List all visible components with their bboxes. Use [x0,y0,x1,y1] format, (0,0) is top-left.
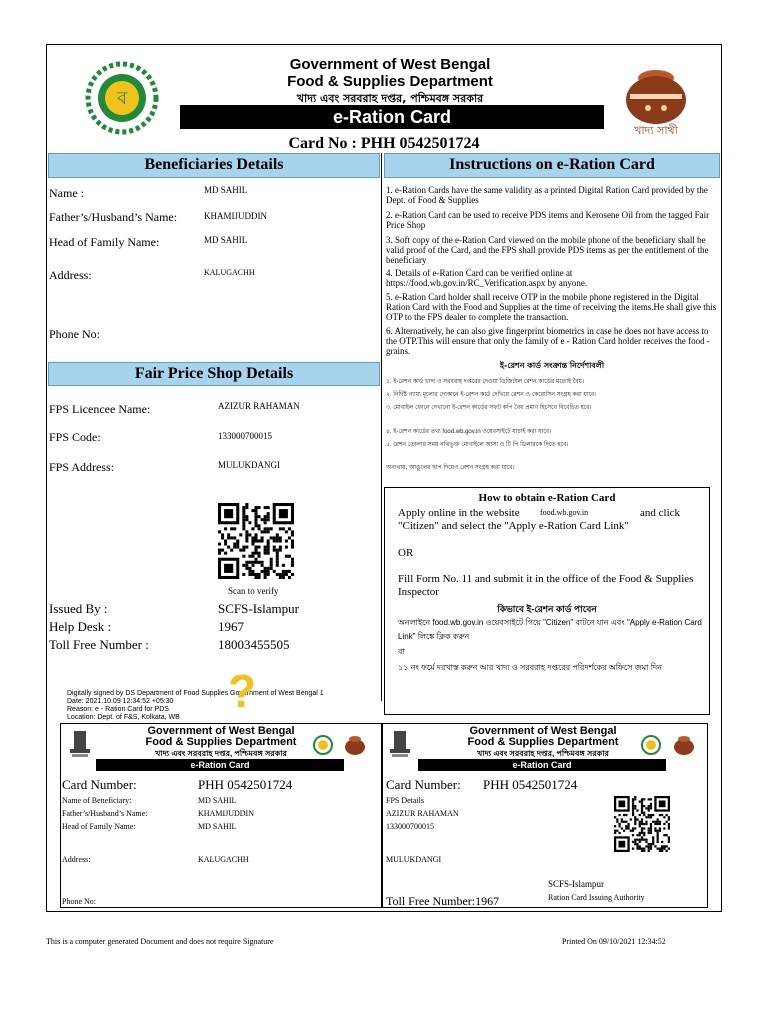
fps-licencee-value: AZIZUR RAHAMAN [218,401,300,411]
mini-authority-label: Ration Card Issuing Authority [548,893,645,902]
mini-father-value: KHAMIJUDDIN [198,809,254,818]
mini-banner-left: e-Ration Card [96,759,344,771]
how-to-text3: Fill Form No. 11 and submit it in the office of the Food & Supplies Inspector [398,573,694,598]
mini-gov-title-left: Government of West Bengal [147,725,295,737]
how-to-text1: Apply online in the website [398,507,520,519]
toll-free-label: Toll Free Number : [49,637,149,652]
signature-unverified-icon: ? [228,665,257,717]
biswa-bangla-emblem-icon [80,56,164,140]
how-to-text2: and click "Citizen" and select the "Apply e-Ration Card Link" [398,507,681,532]
instruction-item: 5. e-Ration Card holder shall receive OTP in the mobile phone registered in the Digital Ration Card with the Food and Supplies at the time of receiving the items.He shall give this OTP to the FPS dealer to complete the transaction. [386,292,717,322]
mini-dept-title-right: Food & Supplies Department [467,736,619,748]
center-divider [381,153,382,701]
how-to-or: OR [398,547,414,559]
footer-printed-on: Printed On 09/10/2021 12:34:52 [562,937,666,946]
mini-fps-name: AZIZUR RAHAMAN [386,809,459,818]
bengali-instruction-line: ৫. রেশন তোলার সময় নথিভুক্ত মোবাইলে আসা ও টি পি ডিলারকে দিতে হবে। [386,442,569,448]
fps-code-value: 133000700015 [218,431,272,441]
issued-by-label: Issued By : [49,601,108,616]
how-to-title: How to obtain e-Ration Card [478,492,616,504]
mini-biswa-bangla-icon-left [312,734,334,756]
fps-address-value: MULUKDANGI [218,460,280,470]
bengali-instruction-line: ৪. ই-রেশন কার্ডের তথ্য food.wb.gov.in ওয়েবসাইটে যাচাই করা যাবে। [386,429,552,435]
beneficiaries-heading: Beneficiaries Details [48,153,380,178]
instruction-item: 3. Soft copy of the e-Ration Card viewed on the mobile phone of the beneficiary shall be valid proof of the Card, and the FPS shall provide PDS items as per the entitlement of the beneficiary [386,235,709,265]
mini-card-number-value: PHH 0542501724 [198,777,293,792]
mini-toll-free: Toll Free Number:1967 [386,894,500,908]
signature-line: Digitally signed by DS Department of Food Supplies Government of West Bengal 1 [67,690,324,697]
mini-father-label: Father’s/Husband’s Name: [62,809,148,818]
signature-line: Reason: e - Ration Card for PDS [67,706,169,713]
fps-heading: Fair Price Shop Details [48,362,380,386]
signature-line: Date: 2021.10.09 12:34:52 +05:30 [67,698,174,705]
mini-qr-code[interactable] [614,796,670,852]
footer-disclaimer: This is a computer generated Document and does not require Signature [46,937,274,946]
mini-emblem-icon-right [386,727,414,761]
mini-fps-address: MULUKDANGI [386,855,442,864]
mini-card-number-label: Card Number: [62,777,137,792]
issued-by-value: SCFS-Islampur [218,601,299,616]
scan-to-verify-label: Scan to verify [228,586,279,596]
mini-address-value: KALUGACHH [198,855,249,864]
mini-bengali-right: খাদ্য এবং সরবরাহ দপ্তর, পশ্চিমবঙ্গ সরকার [477,749,609,758]
father-name-value: KHAMIJUDDIN [204,211,267,221]
how-to-bengali-title: কিভাবে ই-রেশন কার্ড পাবেন [497,604,597,614]
bengali-instructions-heading: ই-রেশন কার্ড সংক্রান্ত নির্দেশাবলী [499,361,605,370]
header-bengali-title: খাদ্য এবং সরবরাহ দপ্তর, পশ্চিমবঙ্গ সরকার [296,92,484,105]
mini-phone-label: Phone No: [62,897,96,906]
how-to-bengali-or: বা [398,647,405,656]
mini-pot-icon-left [343,733,367,757]
svg-text:ব: ব [116,88,128,109]
instruction-item: 2. e-Ration Card can be used to receive PDS items and Kerosene Oil from the tagged Fair Price Shop [386,210,710,230]
toll-free-value: 18003455505 [218,637,290,652]
help-desk-value: 1967 [218,619,244,634]
mini-beneficiary-label: Name of Beneficiary: [62,796,132,805]
mini-dept-title-left: Food & Supplies Department [145,736,297,748]
head-family-label: Head of Family Name: [49,235,160,249]
address-label: Address: [49,268,92,282]
instruction-item: 6. Alternatively, he can also give fingerprint biometrics in case he does not have access to the OTP.This will ensure that only the family of e - Ration Card holder receives the food - grains. [386,326,710,356]
instructions-heading: Instructions on e-Ration Card [384,153,720,178]
mini-head-value: MD SAHIL [198,822,237,831]
help-desk-label: Help Desk : [49,619,112,634]
father-name-label: Father’s/Husband’s Name: [49,210,178,224]
e-ration-card-banner: e-Ration Card [180,105,604,129]
fps-code-label: FPS Code: [49,430,101,444]
fps-address-label: FPS Address: [49,460,115,474]
mini-address-label: Address: [62,855,91,864]
instruction-item: 1. e-Ration Cards have the same validity as a printed Digital Ration Card provided by the Dept. of Food & Supplies [386,185,708,205]
phone-label: Phone No: [49,327,100,341]
bengali-instruction-line: ২. নির্দিষ্ট ন্যায্য মূল্যের দোকানে ই-রেশন কার্ড দেখিয়ে রেশন ও কেরোসিন সংগ্রহ করা যাবে। [386,392,597,398]
khadya-sathi-text: খাদ্য সাথী [634,124,678,137]
how-to-bengali-1: অনলাইনে food.wb.gov.in ওয়েবসাইটে গিয়ে "Citizen" বাটনে যান এবং "Apply e-Ration Card Link" লিঙ্কে ক্লিক করুন [398,618,702,641]
mini-fps-code: 133000700015 [386,822,434,831]
mini-emblem-icon-left [66,727,94,761]
signature-line: Location: Dept. of F&S, Kolkata, WB [67,714,180,721]
address-value: KALUGACHH [204,268,255,277]
bengali-instruction-line: অন্যথায়, আঙুলের ছাপ দিয়েও রেশন সংগ্রহ করা যাবে। [386,465,515,471]
mini-bengali-left: খাদ্য এবং সরবরাহ দপ্তর, পশ্চিমবঙ্গ সরকার [155,749,287,758]
fps-licencee-label: FPS Licencee Name: [49,402,151,416]
qr-code[interactable] [218,503,298,579]
mini-beneficiary-value: MD SAHIL [198,796,237,805]
how-to-bengali-2: ১১ নং ফর্মে দরখাস্ত করুন আর খাদ্য ও সরবরাহ দপ্তরের পরিদর্শকের অফিসে জমা দিন [398,663,663,672]
instruction-item: 4. Details of e-Ration Card can be verified online at https://food.wb.gov.in/RC_Verification.aspx by anyone. [386,268,588,288]
mini-right-card-number-value: PHH 0542501724 [483,777,578,792]
bengali-instruction-line: ৩. মোবাইল ফোনে দেখানো ই-রেশন কার্ডের সফট কপি বৈধ প্রমাণ হিসেবে বিবেচিত হবে। [386,405,592,411]
header-gov-title: Government of West Bengal [289,56,491,73]
mini-banner-right: e-Ration Card [418,759,666,771]
header-dept-title: Food & Supplies Department [287,73,493,90]
head-family-value: MD SAHIL [204,235,248,245]
mini-gov-title-right: Government of West Bengal [469,725,617,737]
how-to-site-link[interactable]: food.wb.gov.in [540,508,589,517]
mini-right-card-number-label: Card Number: [386,777,461,792]
mini-head-label: Head of Family Name: [62,822,136,831]
name-label: Name : [49,186,84,200]
mini-biswa-bangla-icon-right [640,734,662,756]
name-value: MD SAHIL [204,185,248,195]
bengali-instruction-line: ১. ই-রেশন কার্ড খাদ্য ও সরবরাহ দপ্তরের দেওয়া ডিজিটাল রেশন কার্ডের মতোই বৈধ। [386,379,585,385]
mini-authority-name: SCFS-Islampur [548,879,605,889]
card-number-title: Card No : PHH 0542501724 [288,135,480,152]
mini-pot-icon-right [672,733,696,757]
mini-fps-details-label: FPS Details [386,796,425,805]
